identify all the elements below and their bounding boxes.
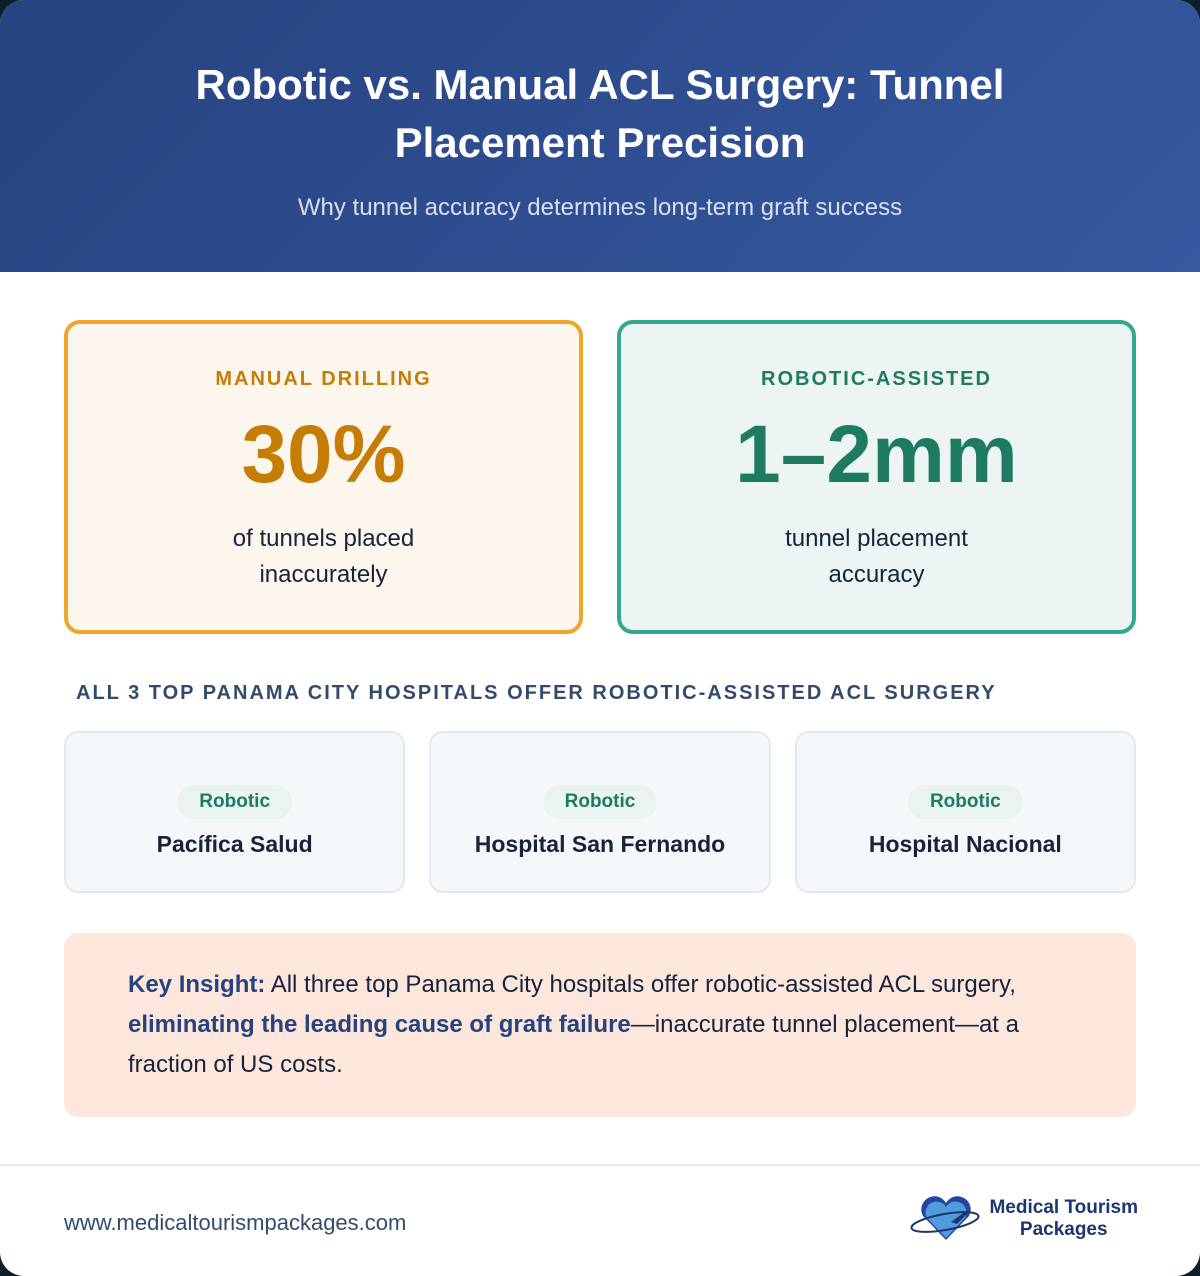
hospital-card: [429, 731, 770, 893]
brand-name: [989, 1197, 1138, 1241]
hospital-name: Hospital San Fernando: [474, 831, 726, 857]
hospital-card: [795, 731, 1136, 893]
heart-plane-icon: [909, 1194, 983, 1244]
hospital-list: [0, 705, 1200, 893]
robotic-badge: Robotic: [908, 785, 1023, 819]
insight-emphasis: eliminating the leading cause of graft failure: [128, 1011, 631, 1038]
stat-card-manual: [64, 320, 583, 634]
stat-description: tunnel placement accuracy: [785, 525, 968, 588]
header-banner: [0, 0, 1200, 272]
stats-comparison: [0, 272, 1200, 634]
insight-text-end: —inaccurate tunnel placement—at a fraction of US costs.: [128, 1011, 1019, 1078]
hospitals-heading: ALL 3 TOP PANAMA CITY HOSPITALS OFFER ROBOTIC-ASSISTED ACL SURGERY: [76, 682, 997, 704]
key-insight-box: [64, 933, 1136, 1117]
brand-line-1: Medical Tourism: [989, 1197, 1138, 1218]
insight-text: All three top Panama City hospitals offer robotic-assisted ACL surgery,: [265, 971, 1016, 998]
page-title: Robotic vs. Manual ACL Surgery: Tunnel Placement Precision: [195, 61, 1005, 166]
hospital-name: Pacífica Salud: [156, 831, 313, 857]
website-link[interactable]: www.medicaltourismpackages.com: [64, 1210, 407, 1235]
footer: [0, 1164, 1200, 1276]
stat-description: of tunnels placed inaccurately: [232, 525, 415, 588]
stat-value: 1–2mm: [735, 409, 1018, 500]
stat-label: MANUAL DRILLING: [215, 368, 432, 390]
page-subtitle: Why tunnel accuracy determines long-term graft success: [297, 194, 903, 221]
robotic-badge: Robotic: [543, 785, 658, 819]
stat-label: ROBOTIC-ASSISTED: [761, 368, 992, 390]
hospital-name: Hospital Nacional: [868, 831, 1062, 857]
stat-card-robotic: [617, 320, 1136, 634]
stat-value: 30%: [241, 409, 406, 500]
hospital-card: [64, 731, 405, 893]
insight-label: Key Insight:: [128, 971, 266, 998]
robotic-badge: Robotic: [177, 785, 292, 819]
brand-line-2: Packages: [1019, 1219, 1108, 1240]
brand-logo: [909, 1194, 1138, 1244]
